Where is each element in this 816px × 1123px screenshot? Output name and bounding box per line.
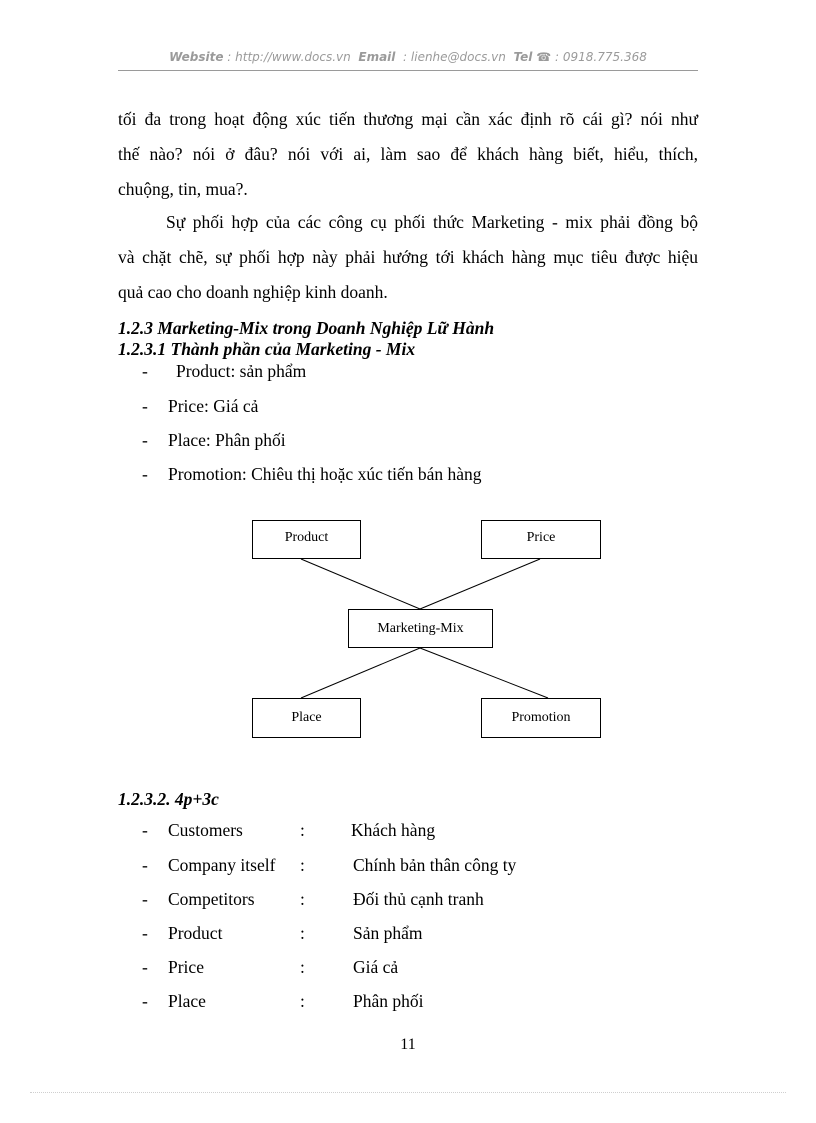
- diagram-box-place: Place: [252, 698, 361, 738]
- row-term: Company itself: [168, 855, 276, 875]
- row-colon: :: [300, 923, 305, 943]
- text-line: thế nào? nói ở đâu? nói với ai, làm sao để khách hàng biết, hiểu, thích,: [118, 144, 698, 164]
- bullet-dash: -: [142, 464, 148, 484]
- list-item-text: Price: Giá cả: [168, 396, 259, 416]
- row-dash: -: [142, 957, 148, 977]
- email-label: Email: [358, 50, 396, 64]
- row-colon: :: [300, 991, 305, 1011]
- email-value: : lienhe@docs.vn: [403, 50, 506, 64]
- text-line: và chặt chẽ, sự phối hợp này phải hướng tới khách hàng mục tiêu được hiệu: [118, 247, 698, 267]
- text-line: quả cao cho doanh nghiệp kinh doanh.: [118, 282, 388, 302]
- diagram-box-marketing-mix: Marketing-Mix: [348, 609, 493, 648]
- website-label: Website: [169, 50, 224, 64]
- bullet-dash: -: [142, 361, 148, 381]
- text-line: Sự phối hợp của các công cụ phối thức Marketing - mix phải đồng bộ: [166, 212, 698, 232]
- diagram-box-price: Price: [481, 520, 601, 559]
- connector-product: [301, 559, 420, 609]
- diagram-box-product: Product: [252, 520, 361, 559]
- row-meaning: Phân phối: [353, 991, 424, 1011]
- row-dash: -: [142, 889, 148, 909]
- row-dash: -: [142, 923, 148, 943]
- row-colon: :: [300, 855, 305, 875]
- row-dash: -: [142, 855, 148, 875]
- text-line: tối đa trong hoạt động xúc tiến thương mại cần xác định rõ cái gì? nói như: [118, 109, 698, 129]
- row-meaning: Chính bản thân công ty: [353, 855, 517, 875]
- connector-place: [301, 648, 420, 698]
- row-colon: :: [300, 820, 305, 840]
- list-item-text: Product: sản phẩm: [176, 361, 307, 381]
- connector-price: [420, 559, 540, 609]
- row-dash: -: [142, 991, 148, 1011]
- tel-label: Tel: [513, 50, 533, 64]
- row-term: Product: [168, 923, 223, 943]
- row-colon: :: [300, 957, 305, 977]
- row-meaning: Sản phẩm: [353, 923, 423, 943]
- diagram-box-promotion: Promotion: [481, 698, 601, 738]
- section-heading-1-2-3-1: 1.2.3.1 Thành phần của Marketing - Mix: [118, 339, 416, 359]
- website-value: : http://www.docs.vn: [227, 50, 351, 64]
- row-colon: :: [300, 889, 305, 909]
- list-item-text: Promotion: Chiêu thị hoặc xúc tiến bán hàng: [168, 464, 482, 484]
- row-term: Place: [168, 991, 206, 1011]
- row-dash: -: [142, 820, 148, 840]
- page-number: 11: [400, 1036, 416, 1053]
- row-term: Customers: [168, 820, 243, 840]
- footer-divider: [30, 1092, 786, 1093]
- bullet-dash: -: [142, 396, 148, 416]
- row-term: Price: [168, 957, 204, 977]
- section-heading-1-2-3: 1.2.3 Marketing-Mix trong Doanh Nghiệp Lữ Hành: [118, 318, 495, 338]
- connector-promotion: [420, 648, 548, 698]
- phone-icon: ☎: [536, 50, 552, 64]
- section-heading-1-2-3-2: 1.2.3.2. 4p+3c: [118, 789, 219, 809]
- tel-value: : 0918.775.368: [555, 50, 647, 64]
- list-item-text: Place: Phân phối: [168, 430, 286, 450]
- row-term: Competitors: [168, 889, 255, 909]
- row-meaning: Giá cả: [353, 957, 399, 977]
- row-meaning: Đối thủ cạnh tranh: [353, 889, 484, 909]
- bullet-dash: -: [142, 430, 148, 450]
- row-meaning: Khách hàng: [351, 820, 436, 840]
- text-line: chuộng, tin, mua?.: [118, 179, 248, 199]
